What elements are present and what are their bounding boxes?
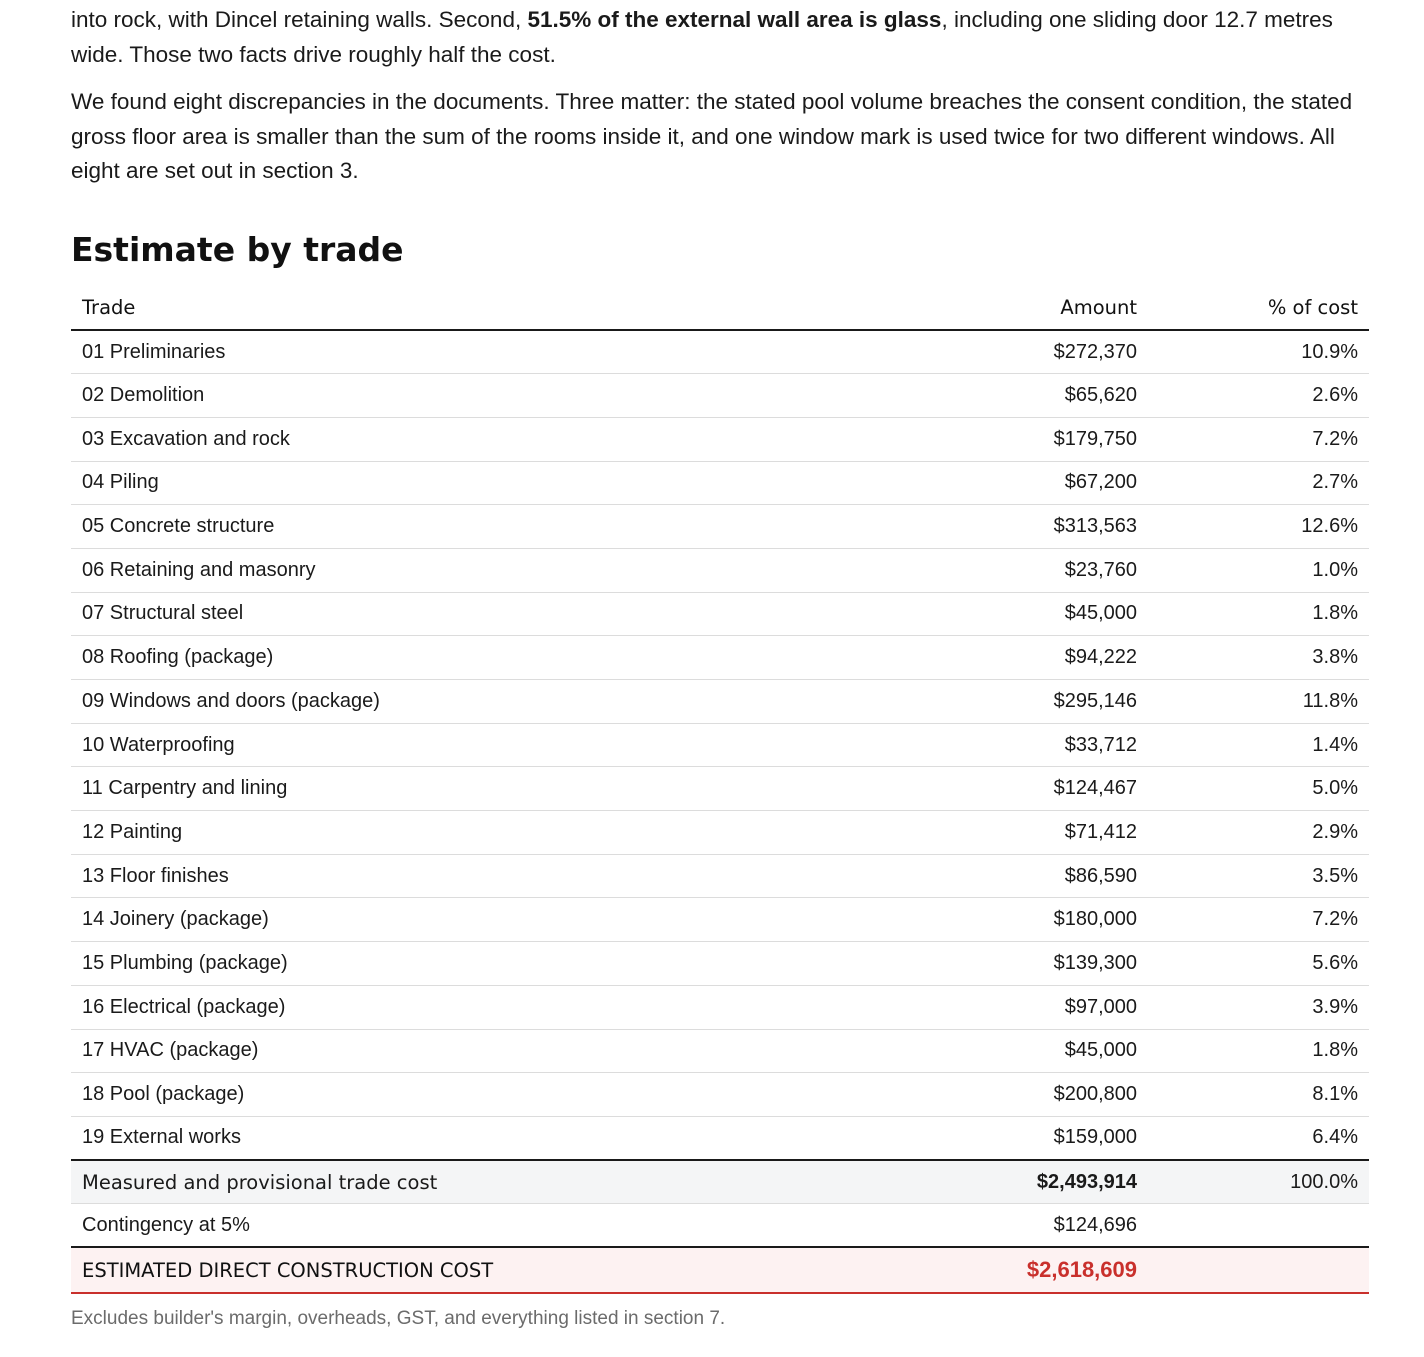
total-amount: $2,618,609	[941, 1247, 1148, 1293]
table-row	[71, 723, 1369, 767]
trade-cell: 06 Retaining and masonry	[71, 548, 941, 592]
subtotal-row	[71, 1160, 1369, 1204]
trade-cell: 17 HVAC (package)	[71, 1029, 941, 1073]
trade-cell: 19 External works	[71, 1116, 941, 1160]
trade-cell: 04 Piling	[71, 461, 941, 505]
trade-cell: 15 Plumbing (package)	[71, 942, 941, 986]
pct-cell: 1.4%	[1148, 723, 1369, 767]
table-row	[71, 636, 1369, 680]
trade-estimate-table	[71, 286, 1369, 1294]
pct-cell: 2.6%	[1148, 374, 1369, 418]
contingency-row	[71, 1204, 1369, 1248]
table-row	[71, 942, 1369, 986]
trade-cell: 12 Painting	[71, 811, 941, 855]
table-row	[71, 898, 1369, 942]
pct-cell: 3.9%	[1148, 985, 1369, 1029]
footnote: Excludes builder's margin, overheads, GST, and everything listed in section 7.	[71, 1308, 726, 1329]
pct-cell: 12.6%	[1148, 505, 1369, 549]
amount-cell: $97,000	[941, 985, 1148, 1029]
pct-cell: 1.8%	[1148, 1029, 1369, 1073]
trade-rows	[71, 330, 1369, 1160]
amount-cell: $272,370	[941, 330, 1148, 374]
pct-cell: 10.9%	[1148, 330, 1369, 374]
amount-cell: $200,800	[941, 1073, 1148, 1117]
total-pct	[1148, 1247, 1369, 1293]
pct-cell: 3.5%	[1148, 854, 1369, 898]
trade-cell: 03 Excavation and rock	[71, 417, 941, 461]
amount-cell: $45,000	[941, 1029, 1148, 1073]
contingency-amount: $124,696	[941, 1204, 1148, 1248]
total-row	[71, 1247, 1369, 1293]
trade-cell: 05 Concrete structure	[71, 505, 941, 549]
trade-cell: 18 Pool (package)	[71, 1073, 941, 1117]
trade-cell: 16 Electrical (package)	[71, 985, 941, 1029]
pct-cell: 7.2%	[1148, 417, 1369, 461]
pct-cell: 8.1%	[1148, 1073, 1369, 1117]
table-row	[71, 1116, 1369, 1160]
amount-cell: $23,760	[941, 548, 1148, 592]
amount-cell: $94,222	[941, 636, 1148, 680]
pct-cell: 6.4%	[1148, 1116, 1369, 1160]
amount-cell: $313,563	[941, 505, 1148, 549]
table-row	[71, 330, 1369, 374]
pct-cell: 2.7%	[1148, 461, 1369, 505]
intro-paragraph-1	[71, 3, 1369, 72]
table-row	[71, 505, 1369, 549]
intro-text-1-bold: 51.5% of the external wall area is glass	[527, 7, 942, 32]
trade-cell: 11 Carpentry and lining	[71, 767, 941, 811]
amount-cell: $179,750	[941, 417, 1148, 461]
table-row	[71, 1073, 1369, 1117]
table-row	[71, 811, 1369, 855]
pct-cell: 3.8%	[1148, 636, 1369, 680]
total-label: ESTIMATED DIRECT CONSTRUCTION COST	[71, 1247, 941, 1293]
amount-cell: $45,000	[941, 592, 1148, 636]
pct-cell: 2.9%	[1148, 811, 1369, 855]
table-row	[71, 767, 1369, 811]
amount-cell: $86,590	[941, 854, 1148, 898]
table-row	[71, 985, 1369, 1029]
pct-cell: 7.2%	[1148, 898, 1369, 942]
table-row	[71, 592, 1369, 636]
table-row	[71, 548, 1369, 592]
trade-cell: 02 Demolition	[71, 374, 941, 418]
amount-cell: $33,712	[941, 723, 1148, 767]
subtotal-pct: 100.0%	[1148, 1160, 1369, 1204]
table-row	[71, 417, 1369, 461]
table-row	[71, 1029, 1369, 1073]
pct-cell: 11.8%	[1148, 680, 1369, 724]
table-row	[71, 461, 1369, 505]
trade-cell: 13 Floor finishes	[71, 854, 941, 898]
pct-cell: 1.8%	[1148, 592, 1369, 636]
trade-cell: 08 Roofing (package)	[71, 636, 941, 680]
subtotal-amount: $2,493,914	[941, 1160, 1148, 1204]
section-title: Estimate by trade	[71, 230, 404, 269]
amount-cell: $139,300	[941, 942, 1148, 986]
table-row	[71, 680, 1369, 724]
pct-cell: 1.0%	[1148, 548, 1369, 592]
contingency-pct	[1148, 1204, 1369, 1248]
table-row	[71, 854, 1369, 898]
amount-cell: $180,000	[941, 898, 1148, 942]
trade-cell: 01 Preliminaries	[71, 330, 941, 374]
trade-cell: 14 Joinery (package)	[71, 898, 941, 942]
column-header-amount: Amount	[941, 286, 1148, 330]
amount-cell: $65,620	[941, 374, 1148, 418]
intro-text-1a: into rock, with Dincel retaining walls. Second,	[71, 7, 528, 32]
amount-cell: $124,467	[941, 767, 1148, 811]
table-header-row	[71, 286, 1369, 330]
contingency-label: Contingency at 5%	[71, 1204, 941, 1248]
amount-cell: $295,146	[941, 680, 1148, 724]
trade-cell: 07 Structural steel	[71, 592, 941, 636]
trade-cell: 10 Waterproofing	[71, 723, 941, 767]
pct-cell: 5.0%	[1148, 767, 1369, 811]
subtotal-label: Measured and provisional trade cost	[71, 1160, 941, 1204]
intro-text-1b: , including one sliding door 12.7 metres wide. Those two facts drive roughly half the cost.	[71, 7, 1333, 67]
amount-cell: $67,200	[941, 461, 1148, 505]
amount-cell: $71,412	[941, 811, 1148, 855]
intro-paragraph-2: We found eight discrepancies in the documents. Three matter: the stated pool volume breaches the consent condition, the stated gross floor area is smaller than the sum of the rooms inside it, and one window mark is used twice for two different windows. All eight are set out in section 3.	[71, 89, 1353, 183]
pct-cell: 5.6%	[1148, 942, 1369, 986]
table-row	[71, 374, 1369, 418]
amount-cell: $159,000	[941, 1116, 1148, 1160]
trade-cell: 09 Windows and doors (package)	[71, 680, 941, 724]
column-header-trade: Trade	[71, 286, 941, 330]
column-header-pct: % of cost	[1148, 286, 1369, 330]
